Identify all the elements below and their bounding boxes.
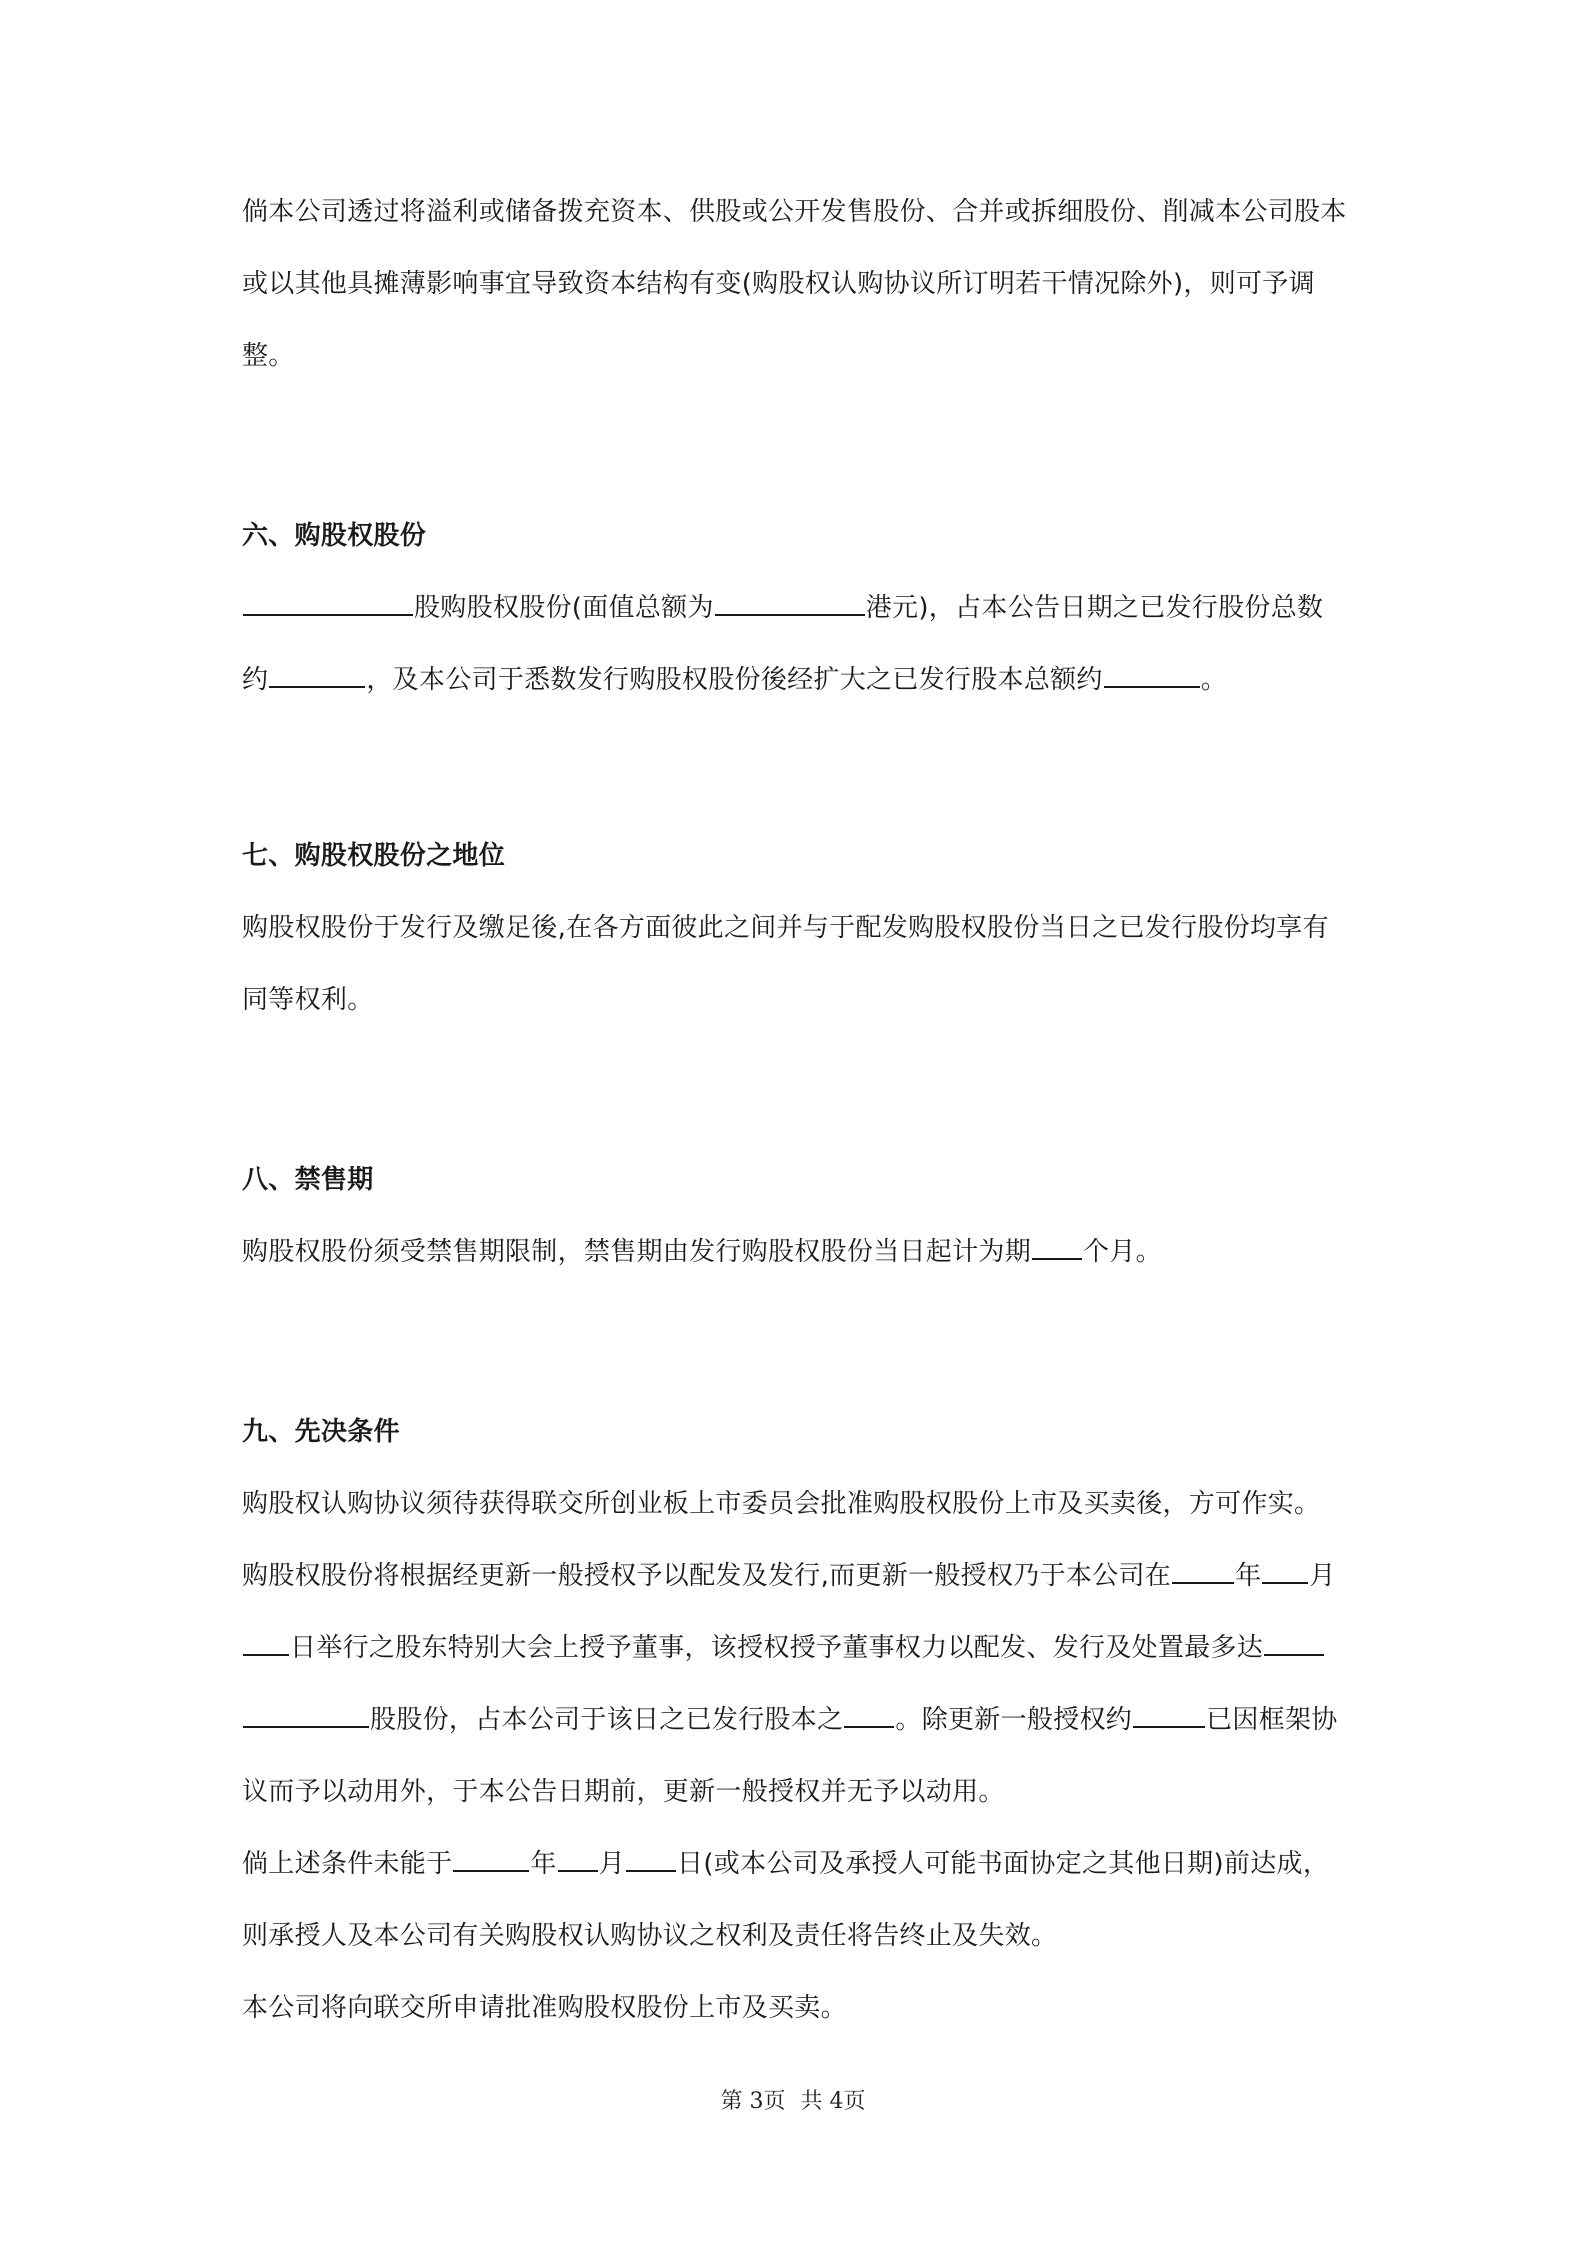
max-shares-blank-b bbox=[243, 1702, 369, 1728]
section-9-para-2-line-1 bbox=[242, 1558, 1362, 1594]
section-9-p2-month: 月 bbox=[1309, 1561, 1336, 1591]
section-7-heading: 七、购股权股份之地位 bbox=[242, 841, 506, 871]
section-9-para-2-line-2 bbox=[242, 1630, 1362, 1666]
section-6-text-d: ，及本公司于悉数发行购股权股份後经扩大之已发行股本总额约 bbox=[366, 665, 1103, 695]
section-8-text-b: 个月。 bbox=[1083, 1237, 1162, 1267]
deadline-day-blank bbox=[626, 1846, 676, 1872]
section-9-para-3-line-2: 则承授人及本公司有关购股权认购协议之权利及责任将告终止及失效。 bbox=[242, 1921, 1058, 1951]
page-footer bbox=[0, 2084, 1586, 2115]
section-6-text-e: 。 bbox=[1200, 665, 1228, 695]
section-6-text-c: 约 bbox=[242, 665, 269, 695]
section-8-heading: 八、禁售期 bbox=[242, 1165, 374, 1195]
section-9-p3-text-a: 倘上述条件未能于 bbox=[242, 1849, 453, 1879]
share-capital-pct-blank bbox=[844, 1702, 894, 1728]
section-9-p2-text-d: 。除更新一般授权约 bbox=[895, 1705, 1133, 1735]
section-9-p3-year: 年 bbox=[530, 1849, 557, 1879]
share-count-blank bbox=[243, 590, 413, 616]
page-total: 共 4页 bbox=[800, 2089, 866, 2114]
deadline-month-blank bbox=[558, 1846, 598, 1872]
section-8-text-a: 购股权股份须受禁售期限制，禁售期由发行购股权股份当日起计为期 bbox=[242, 1237, 1032, 1267]
section-9-para-2-line-3 bbox=[242, 1702, 1362, 1738]
section-9-p2-text-b: 日举行之股东特别大会上授予董事，该授权授予董事权力以配发、发行及处置最多达 bbox=[290, 1633, 1264, 1663]
section-6-heading: 六、购股权股份 bbox=[242, 521, 427, 551]
section-9-p2-text-c: 股股份，占本公司于该日之已发行股本之 bbox=[370, 1705, 844, 1735]
section-9-p3-month: 月 bbox=[598, 1849, 626, 1879]
intro-line-3: 整。 bbox=[242, 341, 295, 371]
used-mandate-blank bbox=[1133, 1702, 1205, 1728]
percentage-blank-1 bbox=[269, 662, 365, 688]
section-9-p2-year: 年 bbox=[1235, 1561, 1262, 1591]
egm-year-blank bbox=[1172, 1558, 1234, 1584]
section-6-line-2 bbox=[242, 662, 1362, 698]
egm-day-blank bbox=[243, 1630, 289, 1656]
max-shares-blank-a bbox=[1264, 1630, 1324, 1656]
section-6-text-a: 股购股权股份(面值总额为 bbox=[414, 593, 714, 623]
page-number: 第 3页 bbox=[720, 2089, 786, 2114]
par-value-blank bbox=[715, 590, 865, 616]
section-9-p3-text-b: 日(或本公司及承授人可能书面协定之其他日期)前达成， bbox=[677, 1849, 1330, 1879]
section-9-para-3-line-1 bbox=[242, 1846, 1362, 1882]
section-9-para-2-line-4: 议而予以动用外，于本公告日期前，更新一般授权并无予以动用。 bbox=[242, 1777, 1005, 1807]
deadline-year-blank bbox=[453, 1846, 529, 1872]
egm-month-blank bbox=[1262, 1558, 1308, 1584]
section-6-text-b: 港元)，占本公告日期之已发行股份总数 bbox=[865, 593, 1324, 623]
intro-line-2: 或以其他具摊薄影响事宜导致资本结构有变(购股权认购协议所订明若干情况除外)，则可予调 bbox=[242, 269, 1315, 299]
section-9-p2-text-a: 购股权股份将根据经更新一般授权予以配发及发行,而更新一般授权乃于本公司在 bbox=[242, 1561, 1172, 1591]
section-8-line-1 bbox=[242, 1234, 1362, 1270]
section-6-line-1 bbox=[242, 590, 1362, 626]
lockup-months-blank bbox=[1032, 1234, 1082, 1260]
section-7-line-1: 购股权股份于发行及缴足後,在各方面彼此之间并与于配发购股权股份当日之已发行股份均享有 bbox=[242, 913, 1329, 943]
section-9-para-4: 本公司将向联交所申请批准购股权股份上市及买卖。 bbox=[242, 1993, 847, 2023]
section-9-p2-text-e: 已因框架协 bbox=[1206, 1705, 1338, 1735]
section-9-para-1: 购股权认购协议须待获得联交所创业板上市委员会批准购股权股份上市及买卖後，方可作实。 bbox=[242, 1489, 1321, 1519]
section-9-heading: 九、先决条件 bbox=[242, 1417, 400, 1447]
intro-line-1: 倘本公司透过将溢利或储备拨充资本、供股或公开发售股份、合并或拆细股份、削减本公司股本 bbox=[242, 197, 1347, 227]
percentage-blank-2 bbox=[1104, 662, 1200, 688]
section-7-line-2: 同等权利。 bbox=[242, 985, 374, 1015]
